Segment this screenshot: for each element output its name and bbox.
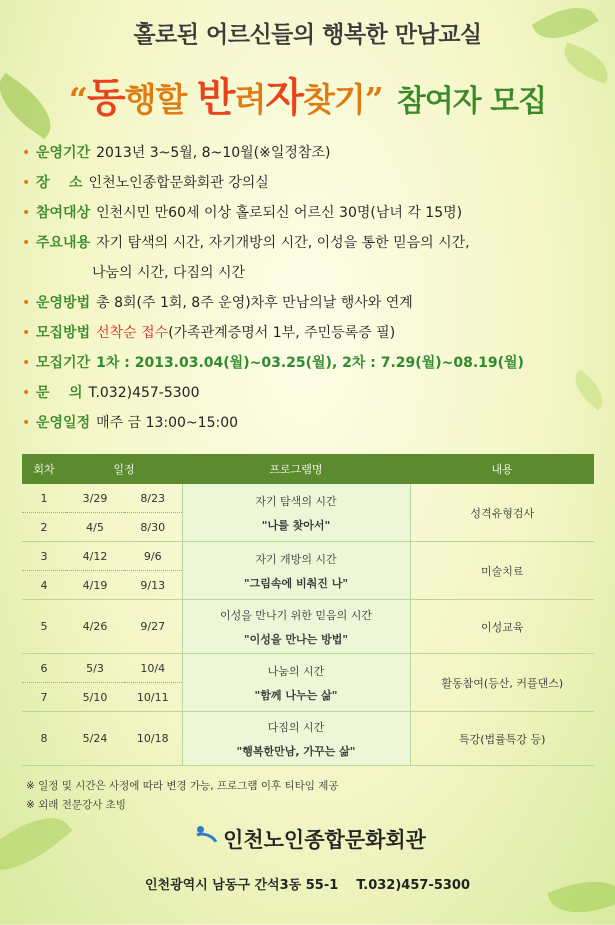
title-char: 행할 (124, 80, 197, 119)
info-value: 인천노인종합문화회관 강의실 (88, 175, 269, 191)
program-name: 자기 개방의 시간 (255, 552, 337, 566)
table-header: 프로그램명 (182, 454, 410, 484)
title-char: 반 (196, 75, 235, 121)
info-label: 주요내용 (36, 235, 91, 251)
session-number: 1 (22, 484, 66, 513)
program-subtitle: "나를 찾아서" (261, 518, 331, 532)
schedule-table (22, 454, 594, 766)
note-line: ※ 외래 전문강사 초빙 (26, 799, 126, 811)
info-label: 운영방법 (36, 295, 91, 311)
org-address: 인천광역시 남동구 간석3동 55-1 T.032)457-5300 (144, 878, 471, 893)
info-value: (가족관계증명서 1부, 주민등록증 필) (168, 325, 396, 341)
info-value: 인천시민 만60세 이상 홀로되신 어르신 30명(남녀 각 15명) (96, 205, 463, 221)
table-row (22, 654, 594, 683)
session-number: 3 (22, 542, 66, 571)
session-number: 7 (22, 683, 66, 712)
program-subtitle: "그림속에 비춰진 나" (243, 576, 349, 590)
session-date: 10/11 (124, 683, 182, 712)
info-value: 나눔의 시간, 다짐의 시간 (92, 265, 246, 281)
info-label: 운영일정 (36, 415, 91, 431)
title-char: 려 (234, 80, 266, 119)
bullet-icon: • (22, 235, 31, 251)
session-number: 2 (22, 513, 66, 542)
bullet-icon: • (22, 415, 31, 431)
session-date: 4/26 (66, 600, 124, 654)
info-row-contact (22, 382, 602, 412)
info-list (22, 142, 602, 442)
info-row-target (22, 202, 602, 232)
info-value: 2013년 3~5월, 8~10월(※일정참조) (96, 145, 331, 161)
info-row-method (22, 292, 602, 322)
info-row-recruit (22, 322, 602, 352)
session-date: 10/18 (124, 712, 182, 766)
session-number: 5 (22, 600, 66, 654)
bullet-icon: • (22, 295, 31, 311)
session-date: 3/29 (66, 484, 124, 513)
program-cell (182, 712, 410, 766)
title-char: 동 (86, 75, 125, 121)
info-row-content (22, 232, 602, 262)
title-line1: 홀로된 어르신들의 행복한 만남교실 (133, 22, 482, 48)
info-value-highlight: 1차 : 2013.03.04(월)~03.25(월), 2차 : 7.29(월)~08.19(월) (96, 355, 524, 371)
session-date: 9/6 (124, 542, 182, 571)
info-value: 자기 탐색의 시간, 자기개방의 시간, 이성을 통한 믿음의 시간, (96, 235, 470, 251)
info-row-period (22, 142, 602, 172)
info-label: 모집기간 (36, 355, 91, 371)
bullet-icon: • (22, 175, 31, 191)
title-quote-close: ” (364, 80, 383, 119)
table-row (22, 600, 594, 654)
session-date: 5/3 (66, 654, 124, 683)
info-value: 총 8회(주 1회, 8주 운영)차후 만남의날 행사와 연계 (96, 295, 413, 311)
info-value-highlight: 선착순 접수 (96, 325, 169, 341)
program-cell (182, 654, 410, 712)
table-row (22, 542, 594, 571)
footer (0, 824, 615, 893)
table-header-row (22, 454, 594, 484)
program-content: 미술치료 (410, 542, 594, 600)
info-row-place (22, 172, 602, 202)
session-number: 8 (22, 712, 66, 766)
info-label: 모집방법 (36, 325, 91, 341)
org-name: 인천노인종합문화회관 (223, 828, 426, 852)
session-date: 8/23 (124, 484, 182, 513)
info-value: 매주 금 13:00~15:00 (96, 415, 239, 431)
bullet-icon: • (22, 355, 31, 371)
program-cell (182, 542, 410, 600)
table-row (22, 712, 594, 766)
note-line: ※ 일정 및 시간은 사정에 따라 변경 가능, 프로그램 이후 티타임 제공 (26, 780, 339, 792)
title-suffix: 참여자 모집 (396, 84, 547, 119)
org-logo-icon (189, 826, 215, 852)
bullet-icon: • (22, 205, 31, 221)
info-label: 장 소 (36, 175, 83, 191)
session-number: 6 (22, 654, 66, 683)
bullet-icon: • (22, 325, 31, 341)
bullet-icon: • (22, 145, 31, 161)
program-content: 성격유형검사 (410, 484, 594, 542)
info-value: T.032)457-5300 (88, 385, 200, 401)
table-header: 회차 (22, 454, 66, 484)
table-header: 일정 (66, 454, 182, 484)
title-line2 (0, 66, 615, 123)
info-row-schedule (22, 412, 602, 442)
table-row (22, 484, 594, 513)
info-row-recruit-period (22, 352, 602, 382)
session-date: 8/30 (124, 513, 182, 542)
program-cell (182, 484, 410, 542)
session-date: 4/12 (66, 542, 124, 571)
program-name: 나눔의 시간 (267, 664, 325, 678)
org-block (0, 824, 615, 854)
program-subtitle: "행복한만남, 가꾸는 삶" (236, 744, 356, 758)
program-content: 특강(법률특강 등) (410, 712, 594, 766)
program-cell (182, 600, 410, 654)
session-date: 4/19 (66, 571, 124, 600)
program-name: 이성을 만나기 위한 믿음의 시간 (219, 608, 373, 622)
title-char: 자 (265, 75, 303, 121)
bullet-icon: • (22, 385, 31, 401)
session-date: 5/10 (66, 683, 124, 712)
table-header: 내용 (410, 454, 594, 484)
info-label: 문 의 (36, 385, 83, 401)
title-char: 찾기 (302, 80, 365, 119)
session-date: 9/13 (124, 571, 182, 600)
info-label: 참여대상 (36, 205, 91, 221)
program-subtitle: "함께 나누는 삶" (254, 688, 338, 702)
title-quote-open: “ (68, 80, 87, 119)
session-number: 4 (22, 571, 66, 600)
info-label: 운영기간 (36, 145, 91, 161)
program-subtitle: "이성을 만나는 방법" (243, 632, 349, 646)
session-date: 9/27 (124, 600, 182, 654)
session-date: 10/4 (124, 654, 182, 683)
info-row-content-cont (22, 262, 602, 292)
program-content: 이성교육 (410, 600, 594, 654)
session-date: 4/5 (66, 513, 124, 542)
program-content: 활동참여(등산, 커플댄스) (410, 654, 594, 712)
notes (26, 778, 339, 816)
program-name: 자기 탐색의 시간 (255, 494, 337, 508)
program-name: 다짐의 시간 (267, 720, 325, 734)
session-date: 5/24 (66, 712, 124, 766)
